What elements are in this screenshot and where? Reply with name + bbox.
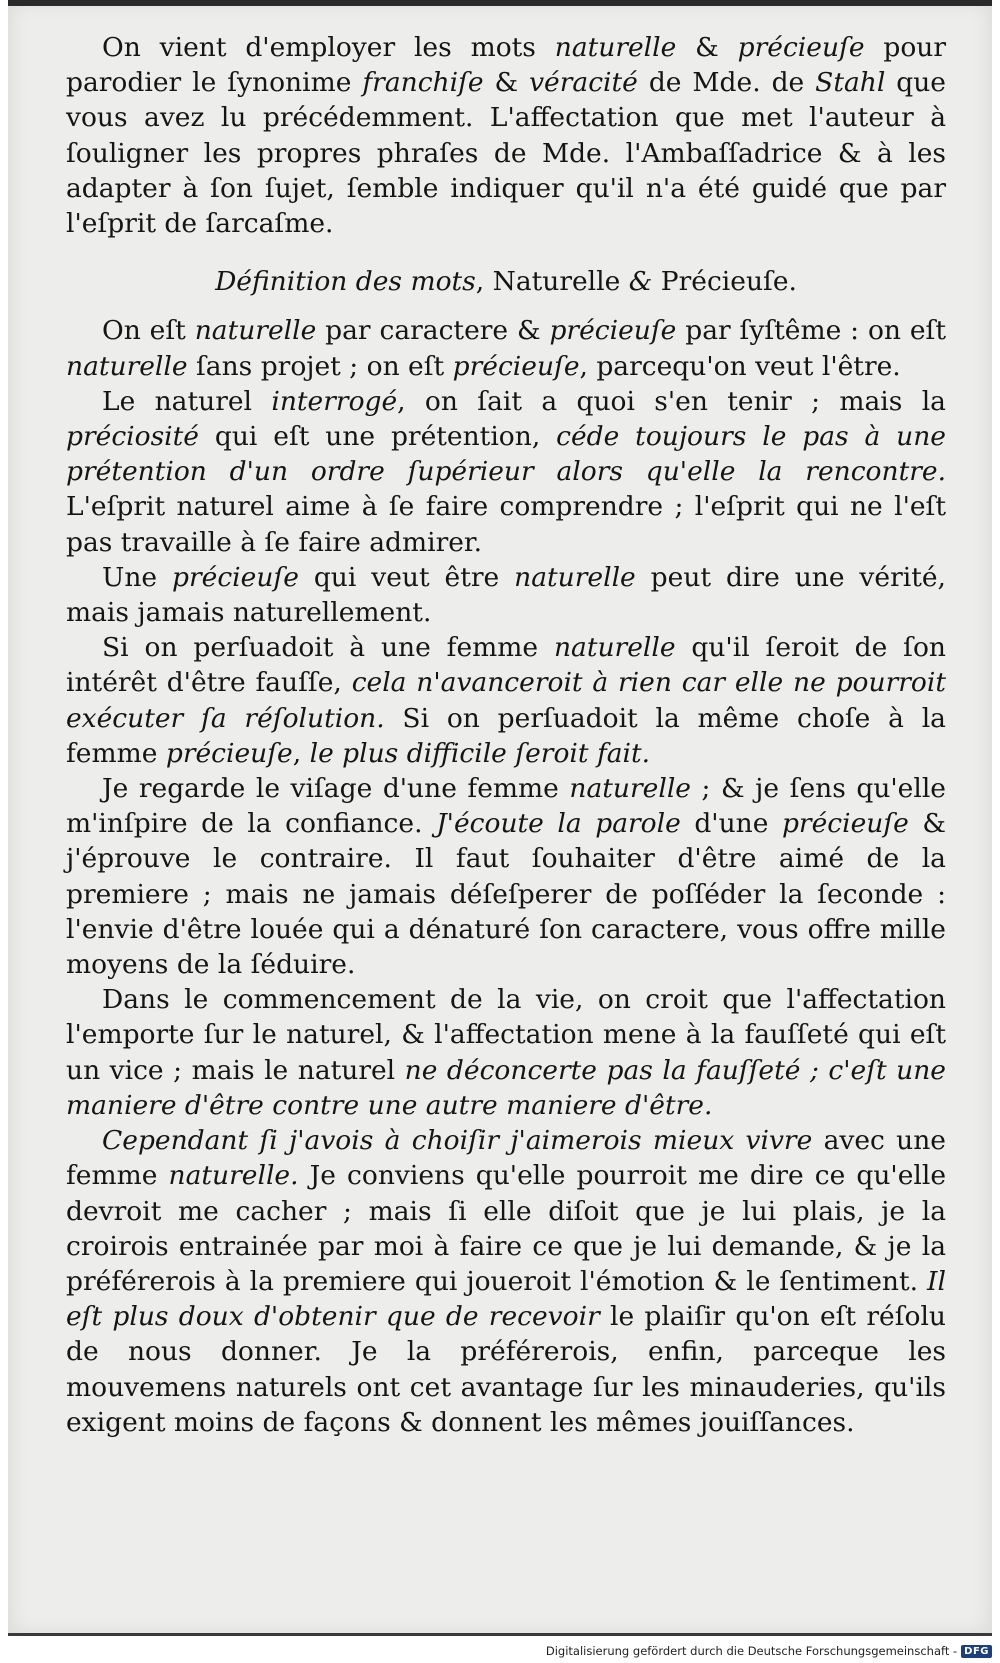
scanned-page	[8, 0, 992, 1636]
body-paragraph: Si on perſuadoit à une femme naturelle qu'il ſeroit de ſon intérêt d'être fauſſe, cela n'avanceroit à rien car elle ne pourroit exécuter ſa réſolution. Si on perſuadoit la même choſe à la femme précieuſe, le plus difficile ſeroit fait.	[66, 632, 946, 769]
body-paragraph: Je regarde le viſage d'une femme naturelle ; & je ſens qu'elle m'inſpire de la confiance. J'écoute la parole d'une précieuſe & j'éprouve le contraire. Il faut ſouhaiter d'être aimé de la premiere ; mais ne jamais déſeſperer de poſſéder la ſeconde : l'envie d'être louée qui a dénaturé ſon caractere, vous offre mille moyens de la ſéduire.	[66, 773, 946, 981]
body-paragraph: Cependant ſi j'avois à choiſir j'aimerois mieux vivre avec une femme naturelle. Je conviens qu'elle pourroit me dire ce qu'elle devroit me cacher ; mais ſi elle diſoit que je lui plais, je la croirois entrainée par moi à faire ce que je lui demande, & je la préférerois à la premiere qui joueroit l'émotion & le ſentiment. Il eſt plus doux d'obtenir que de recevoir le plaiſir qu'on eſt réſolu de nous donner. Je la préférerois, enfin, parceque les mouvemens naturels ont cet avantage ſur les minauderies, qu'ils exigent moins de façons & donnent les mêmes jouiſſances.	[66, 1125, 947, 1438]
footer-text: Digitalisierung gefördert durch die Deutsche Forschungsgemeinschaft -	[545, 1644, 958, 1658]
digitization-footer	[546, 1642, 992, 1660]
body-paragraph: Le naturel interrogé, on ſait a quoi s'en tenir ; mais la préciosité qui eſt une prétention, céde toujours le pas à une prétention d'un ordre ſupérieur alors qu'elle la rencontre. L'eſprit naturel aime à ſe faire comprendre ; l'eſprit qui ne l'eſt pas travaille à ſe faire admirer.	[66, 385, 946, 558]
page-text	[66, 30, 946, 1440]
body-paragraph: On vient d'employer les mots naturelle & précieuſe pour parodier le ſynonime franchiſe & véracité de Mde. de Stahl que vous avez lu précédemment. L'affectation que met l'auteur à ſouligner les propres phraſes de Mde. l'Ambaſſadrice & à les adapter à ſon ſujet, ſemble indiquer qu'il n'a été guidé que par l'eſprit de ſarcaſme.	[66, 32, 947, 240]
dfg-logo: DFG	[961, 1645, 992, 1658]
body-paragraph: Dans le commencement de la vie, on croit que l'affectation l'emporte ſur le naturel, & l'affectation mene à la fauſſeté qui eſt un vice ; mais le naturel ne déconcerte pas la fauſſeté ; c'eſt une maniere d'être contre une autre maniere d'être.	[66, 984, 946, 1121]
body-paragraph: On eſt naturelle par caractere & précieuſe par ſyſtême : on eſt naturelle ſans projet ; on eſt précieuſe, parcequ'on veut l'être.	[66, 315, 946, 382]
section-heading: Définition des mots, Naturelle & Précieuſe.	[215, 266, 797, 298]
body-paragraph: Une précieuſe qui veut être naturelle peut dire une vérité, mais jamais naturellement.	[66, 561, 946, 629]
